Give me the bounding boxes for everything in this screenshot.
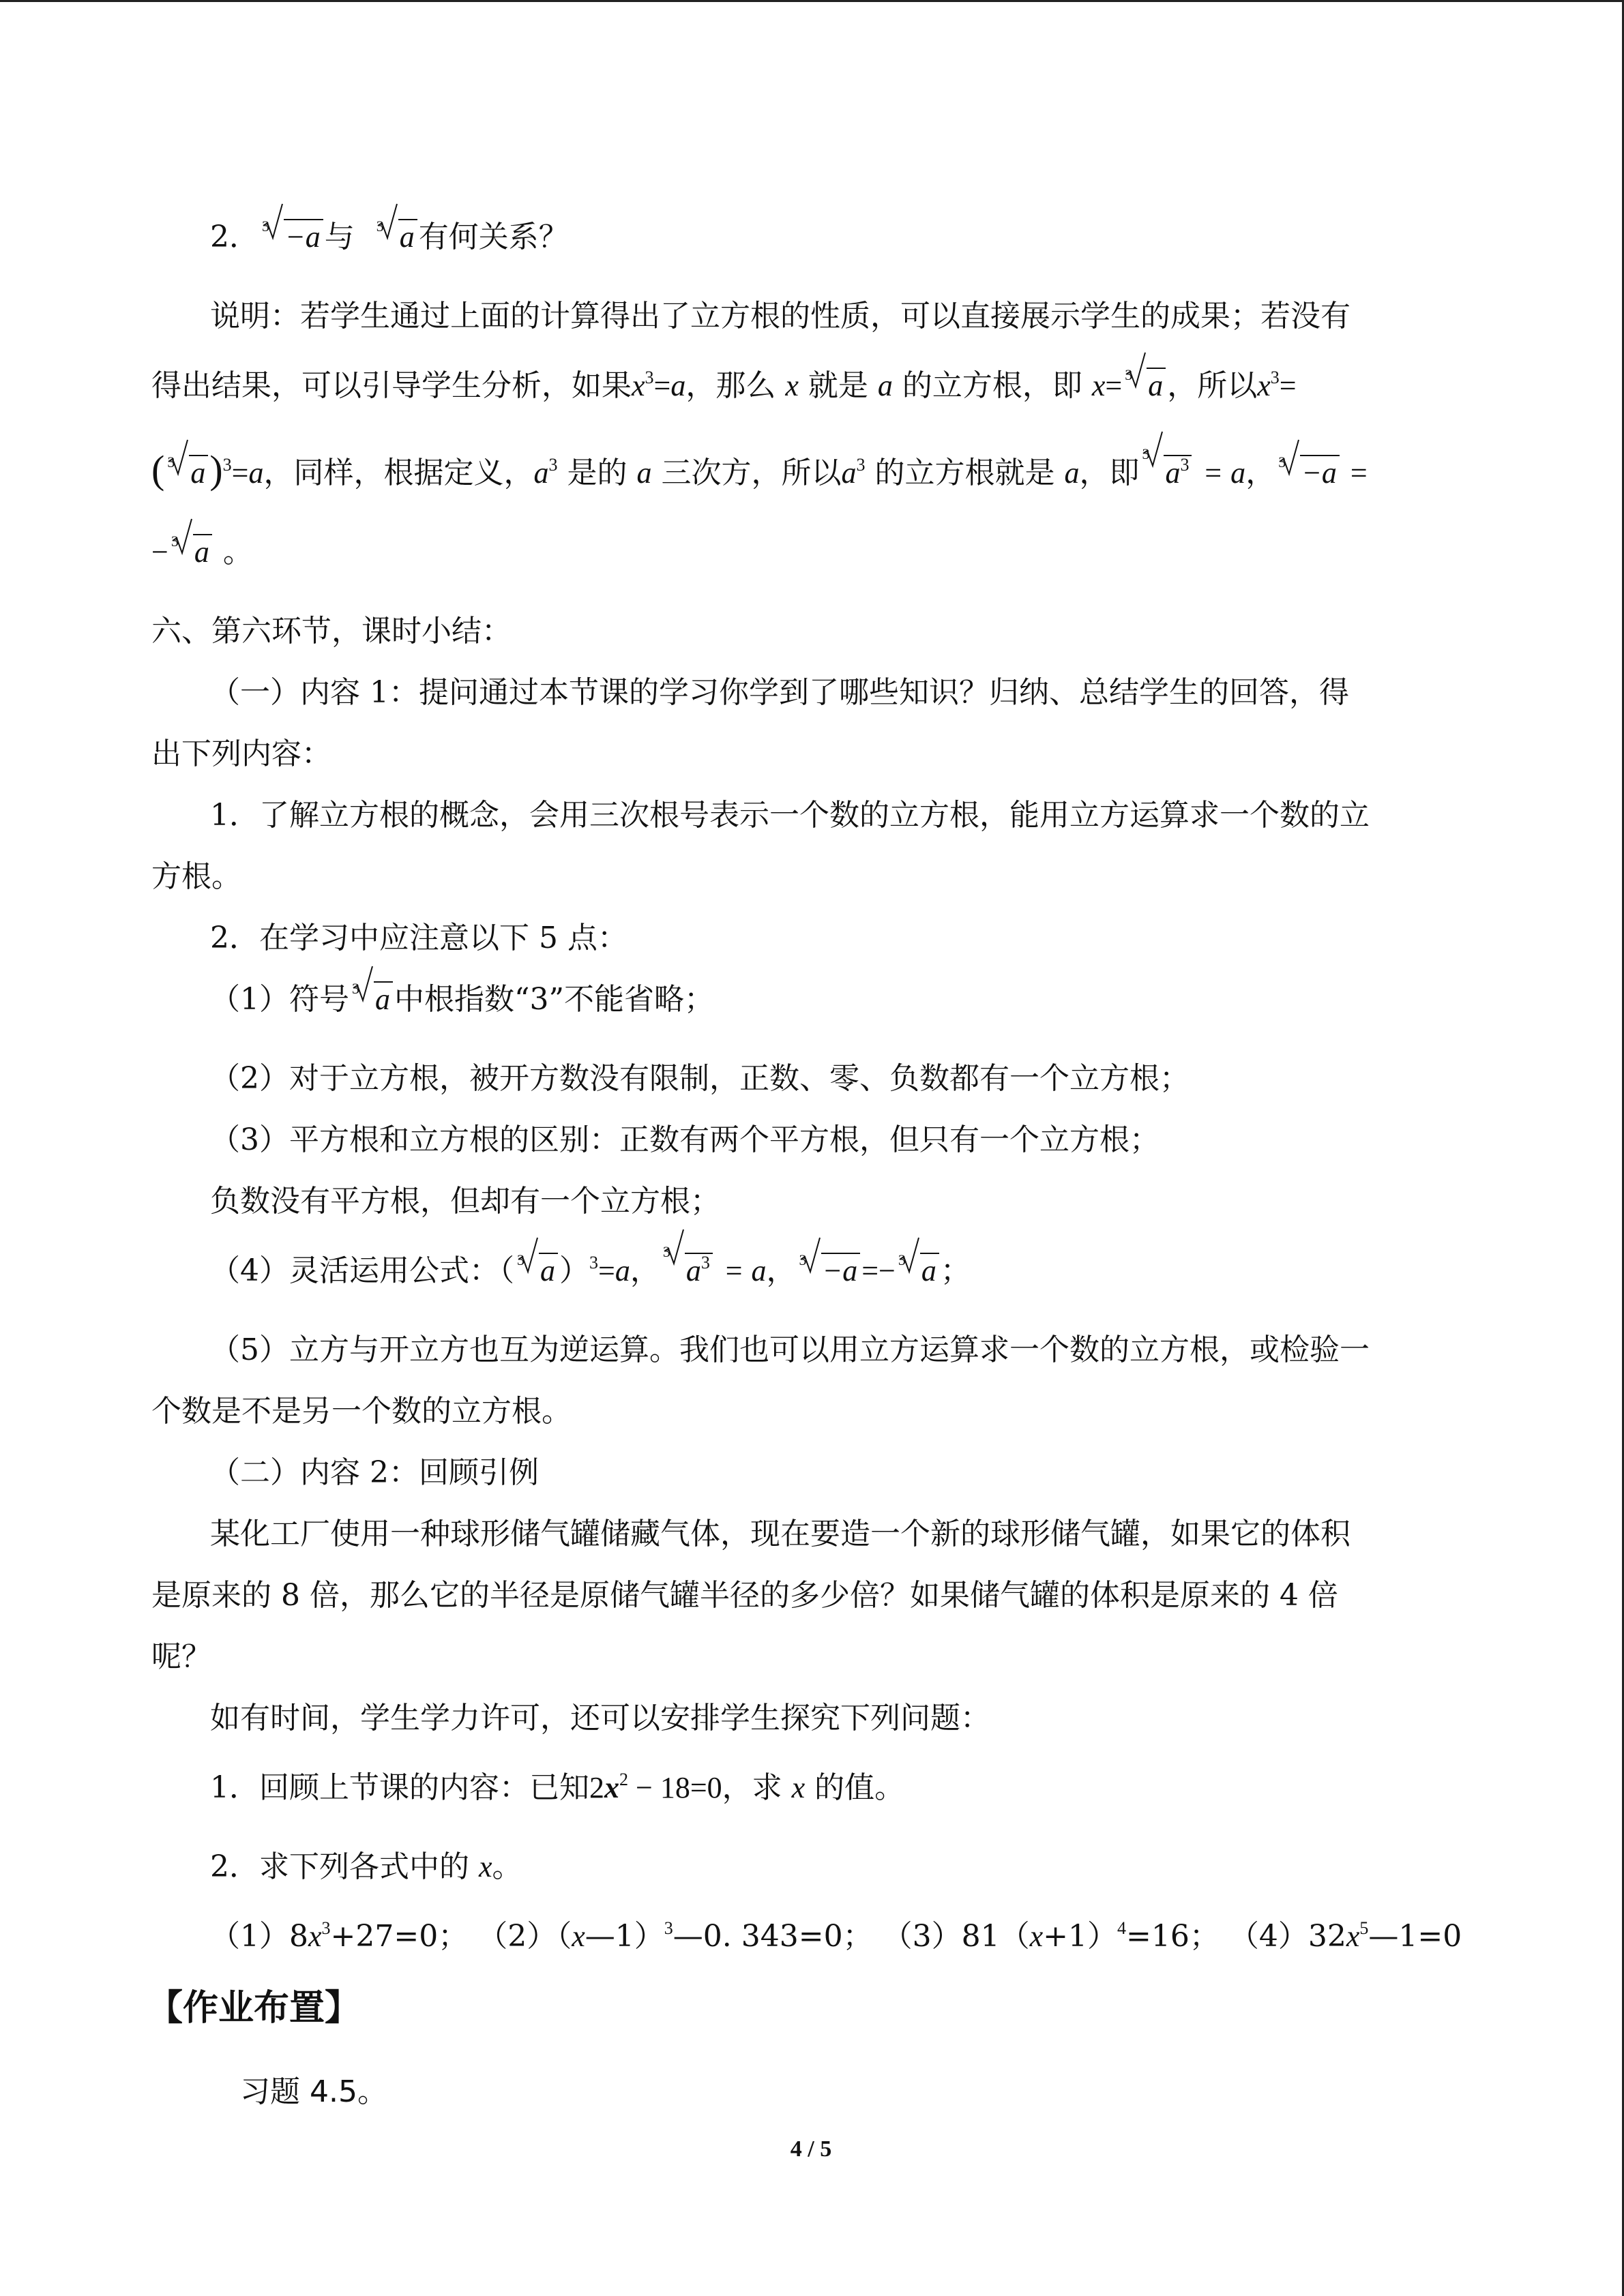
- var-x: x: [1346, 1920, 1360, 1953]
- root-index: 3: [376, 218, 384, 235]
- root-index: 3: [662, 1243, 670, 1260]
- radicand: −a: [821, 1253, 861, 1287]
- radicand: a: [193, 534, 212, 569]
- point-1-line-2: 方根。: [151, 859, 241, 894]
- root-index: 3: [517, 1251, 525, 1268]
- exponent: 5: [1359, 1918, 1369, 1938]
- text: 的立方根就是: [874, 456, 1055, 490]
- equals: =: [598, 1254, 615, 1287]
- exponent: 4: [1117, 1918, 1126, 1938]
- radicand: −a: [1300, 455, 1340, 490]
- text: 的立方根，即: [902, 368, 1082, 403]
- text: 。: [222, 535, 253, 569]
- page-number: 4 / 5: [790, 2136, 832, 2162]
- explanation-line-1: 说明：若学生通过上面的计算得出了立方根的性质，可以直接展示学生的成果；若没有: [210, 299, 1350, 333]
- point-2: 2．在学习中应注意以下 5 点：: [210, 921, 628, 955]
- content-2: （二）内容 2：回顾引例: [210, 1455, 539, 1490]
- section-6-title: 六、第六环节，课时小结：: [151, 614, 512, 648]
- q2-suffix: 有何关系？: [418, 220, 569, 254]
- var-a: a: [533, 456, 549, 490]
- text: =16；: [1125, 1919, 1220, 1954]
- equals-a: = a: [723, 1254, 767, 1287]
- var-a: a: [1064, 456, 1080, 490]
- text: +1）: [1043, 1919, 1117, 1954]
- var-x: x: [791, 1771, 806, 1804]
- root-index: 3: [1278, 453, 1286, 471]
- cube-root-a-cubed: [662, 1232, 713, 1302]
- content-1-line-2: 出下列内容：: [151, 736, 331, 771]
- root-index: 3: [171, 533, 179, 550]
- text: 三次方，所以: [661, 456, 842, 490]
- var-a: a: [248, 456, 264, 490]
- extra-question-1: [151, 1749, 1492, 1819]
- root-index: 3: [799, 1251, 807, 1268]
- equals-a: = a: [1202, 456, 1246, 490]
- equals: =: [1279, 369, 1297, 402]
- var-x: x: [479, 1850, 492, 1883]
- equals: =: [231, 456, 249, 490]
- cube-root-a: [166, 443, 208, 504]
- note-4: [151, 1232, 1492, 1302]
- exponent: 3: [222, 455, 232, 475]
- text: —1）: [585, 1919, 664, 1954]
- note-3-continued: 负数没有平方根，但却有一个立方根；: [210, 1184, 720, 1219]
- point-1-line-1: 1．了解立方根的概念，会用三次根号表示一个数的立方根，能用立方运算求一个数的立: [210, 798, 1370, 833]
- var-a: a: [615, 1254, 630, 1287]
- explanation-line-4: [151, 522, 1492, 583]
- text: （1）符号: [210, 982, 349, 1017]
- exponent: 3: [664, 1918, 673, 1938]
- cube-root-a: [516, 1240, 558, 1302]
- note-2: （2）对于立方根，被开方数没有限制，正数、零、负数都有一个立方根；: [210, 1061, 1190, 1096]
- radicand: a: [374, 981, 393, 1016]
- exponent: 3: [321, 1918, 331, 1938]
- text: —1=0: [1368, 1919, 1462, 1954]
- q2-prefix: 2．: [210, 220, 259, 254]
- paren-close: ): [209, 447, 223, 492]
- radicand: a: [189, 455, 208, 490]
- var-x: x: [632, 369, 645, 402]
- text: ；: [940, 1253, 971, 1288]
- equation-rest: − 18=0: [628, 1771, 722, 1804]
- cube-root-a: [170, 522, 212, 583]
- var-x: x: [308, 1920, 322, 1953]
- content-1-line-1: （一）内容 1：提问通过本节课的学习你学到了哪些知识？归纳、总结学生的回答，得: [210, 675, 1349, 710]
- var-x: x: [785, 369, 799, 402]
- var-a: a: [877, 369, 893, 402]
- question-2-line: [151, 207, 1492, 268]
- cube-root-a: [375, 207, 417, 268]
- text: （4）32: [1228, 1919, 1346, 1954]
- explanation-line-2: [151, 347, 1492, 417]
- example-line-1: 某化工厂使用一种球形储气罐储藏气体，现在要造一个新的球形储气罐，如果它的体积: [210, 1517, 1350, 1551]
- cube-root-neg-a: [798, 1240, 861, 1302]
- text: 就是: [808, 368, 868, 403]
- text: +27=0；: [330, 1919, 469, 1954]
- var-x: x: [572, 1920, 585, 1953]
- root-index: 3: [262, 218, 269, 235]
- var-a: a: [670, 369, 686, 402]
- text: ，那么: [685, 368, 776, 403]
- note-1: [151, 969, 1492, 1030]
- text: ，: [766, 1253, 797, 1288]
- cube-root-a-cubed: [1140, 434, 1192, 504]
- var-x: x: [604, 1771, 619, 1804]
- cube-root-a: [897, 1240, 939, 1302]
- root-index: 3: [352, 980, 359, 997]
- note-5-line-2: 个数是不是另一个数的立方根。: [151, 1394, 572, 1429]
- cube-root-neg-a: [261, 207, 323, 268]
- example-line-3: 呢？: [151, 1639, 211, 1674]
- radicand: a: [685, 1254, 701, 1287]
- text: 2．求下列各式中的: [210, 1849, 469, 1884]
- cube-root-neg-a: [1277, 443, 1340, 504]
- text: ，: [630, 1253, 660, 1288]
- radicand: a: [398, 219, 417, 254]
- q2-mid: 与: [324, 220, 355, 254]
- equals: =: [1105, 369, 1123, 402]
- radicand: −a: [284, 219, 323, 254]
- text: ，所以: [1167, 368, 1258, 403]
- homework-heading: 【作业布置】: [147, 1988, 361, 2029]
- equals-minus: =−: [861, 1254, 896, 1287]
- homework-text: 习题 4.5。: [240, 2074, 387, 2109]
- text: 是的: [567, 456, 628, 490]
- exponent: 3: [700, 1253, 710, 1272]
- text: 。: [492, 1849, 522, 1884]
- radicand: a: [920, 1253, 939, 1287]
- var-a: a: [636, 456, 652, 490]
- text: ，即: [1079, 456, 1140, 490]
- text: 1．回顾上节课的内容：已知: [210, 1770, 589, 1805]
- note-3: （3）平方根和立方根的区别：正数有两个平方根，但只有一个立方根；: [210, 1122, 1160, 1157]
- root-index: 3: [898, 1251, 906, 1268]
- text: 中根指数“3”不能省略；: [394, 982, 714, 1017]
- radicand: a: [1165, 456, 1181, 490]
- text: （2）（: [477, 1919, 572, 1954]
- exponent: 3: [856, 455, 866, 475]
- text: ，求: [722, 1770, 782, 1805]
- paren-open: (: [151, 447, 165, 492]
- extra-intro: 如有时间，学生学力许可，还可以安排学生探究下列问题：: [210, 1701, 990, 1735]
- text: —0. 343=0；: [673, 1919, 873, 1954]
- text: （1）8: [210, 1919, 308, 1954]
- root-index: 3: [1125, 366, 1133, 383]
- minus: −: [151, 535, 168, 569]
- text: （4）灵活运用公式：（: [210, 1253, 514, 1288]
- text: ，同样，根据定义，: [263, 456, 534, 490]
- text: （3）81（: [882, 1919, 1030, 1954]
- radicand: a: [539, 1253, 558, 1287]
- exponent: 3: [1180, 455, 1190, 475]
- cube-root-a: [1123, 355, 1166, 417]
- exponent: 3: [548, 455, 558, 475]
- extra-question-2: [151, 1836, 1492, 1898]
- exponent: 2: [619, 1770, 628, 1789]
- root-index: 3: [167, 453, 175, 471]
- extra-question-2-items: [151, 1898, 1492, 1967]
- var-x: x: [1029, 1920, 1044, 1953]
- exponent: 3: [589, 1253, 598, 1272]
- exponent: 3: [1270, 368, 1280, 387]
- var-x: x: [1257, 369, 1271, 402]
- note-5-line-1: （5）立方与开立方也互为逆运算。我们也可以用立方运算求一个数的立方根，或检验一: [210, 1332, 1370, 1367]
- text: ）: [559, 1253, 589, 1288]
- text: ，: [1245, 456, 1276, 490]
- equals: =: [1350, 456, 1368, 490]
- cube-root-a: [351, 969, 393, 1030]
- text: 的值。: [814, 1770, 905, 1805]
- equals: =: [653, 369, 671, 402]
- explanation-line-3: [151, 434, 1492, 504]
- root-index: 3: [1142, 445, 1150, 462]
- var-a: a: [841, 456, 857, 490]
- exponent: 3: [645, 368, 654, 387]
- var-x: x: [1091, 369, 1106, 402]
- text: 得出结果，可以引导学生分析，如果: [151, 368, 632, 403]
- example-line-2: 是原来的 8 倍，那么它的半径是原储气罐半径的多少倍？如果储气罐的体积是原来的 4 倍: [151, 1578, 1338, 1613]
- radicand: a: [1147, 368, 1166, 402]
- coefficient: 2: [589, 1771, 604, 1804]
